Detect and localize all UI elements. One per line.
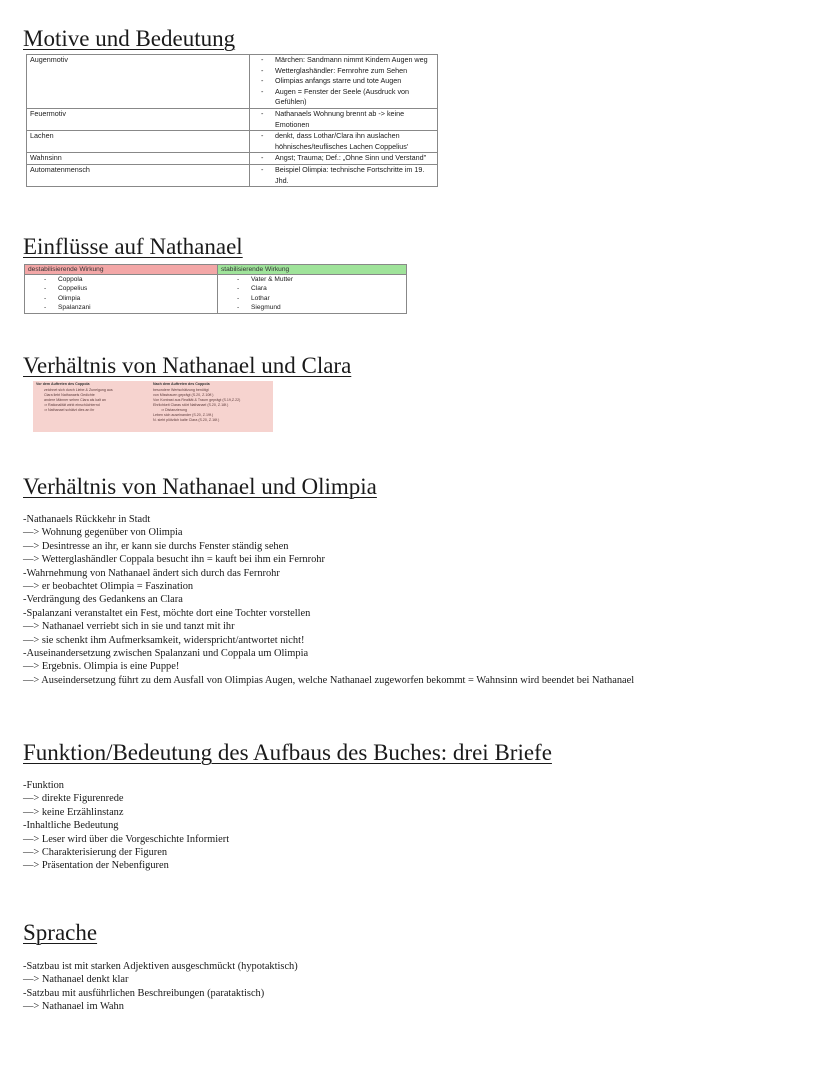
text-line: —> keine Erzählinstanz	[23, 806, 124, 818]
list-item: - Siegmund	[251, 303, 403, 312]
text-line: -Inhaltliche Bedeutung	[23, 820, 119, 832]
list-item: - Olimpia	[58, 294, 214, 303]
heading-aufbau: Funktion/Bedeutung des Aufbaus des Buches: drei Briefe	[23, 740, 552, 765]
clara-right-column	[153, 382, 271, 423]
list-item: - Märchen: Sandmann nimmt Kindern Augen weg	[275, 55, 434, 66]
text-line: —> Ergebnis. Olimpia is eine Puppe!	[23, 661, 180, 673]
sprache-notes	[23, 960, 298, 1014]
list-item: - denkt, dass Lothar/Clara ihn auslachen höhnisches/teuflisches Lachen Coppelius'	[275, 131, 434, 152]
motive-name: Feuermotiv	[27, 108, 250, 130]
text-line: —> Präsentation der Nebenfiguren	[23, 860, 169, 872]
list-item: - Coppelius	[58, 284, 214, 293]
motive-name: Automatenmensch	[27, 164, 250, 186]
list-item: - Lothar	[251, 294, 403, 303]
table-row	[27, 131, 438, 153]
list-item: - Nathanaels Wohnung brennt ab -> keine Emotionen	[275, 109, 434, 130]
olimpia-notes	[23, 513, 634, 687]
text-line: —> er beobachtet Olimpia = Faszination	[23, 581, 194, 593]
text-line: —> Wetterglashändler Coppala besucht ihn = kauft bei ihm ein Fernrohr	[23, 554, 325, 566]
list-item: von Misstrauen geprägt (S.20, Z.10ff.)	[153, 393, 214, 397]
list-item: - Clara	[251, 284, 403, 293]
table-row	[27, 108, 438, 130]
heading-einfluesse: Einflüsse auf Nathanael	[23, 234, 243, 259]
text-line: -Satzbau mit ausführlichen Beschreibungen (parataktisch)	[23, 987, 265, 999]
text-line: —> sie schenkt ihm Aufmerksamkeit, widerspricht/antwortet nicht!	[23, 634, 305, 646]
table-header-row	[25, 265, 407, 275]
text-line: -Nathanaels Rückkehr in Stadt	[23, 514, 151, 525]
list-item: ⇒ Rationalität wirkt einschüchternd	[44, 403, 100, 407]
motive-name: Augenmotiv	[27, 55, 250, 109]
text-line: -Auseinandersetzung zwischen Spalanzani und Coppala um Olimpia	[23, 648, 309, 660]
text-line: —> Nathanael verriebt sich in sie und tanzt mit ihr	[23, 621, 235, 633]
list-item: - Vater & Mutter	[251, 275, 403, 284]
motive-name: Wahnsinn	[27, 153, 250, 165]
text-line: —> Nathanael denkt klar	[23, 974, 129, 986]
list-item: zeichnet sich durch Liebe & Zuneigung aus	[44, 388, 113, 392]
list-item: Von Kontrast aus Realität & Traum geprägt (S.19,Z.22)	[153, 398, 241, 402]
list-item: Ehrlichkeit Claras stört Nathanael (S.20, Z.18f.)	[153, 403, 229, 407]
list-item: besondere Wertschätzung benötigt	[153, 388, 209, 392]
list-item: Clara liebt Nathanaels Gedichte	[44, 393, 95, 397]
motive-table	[26, 54, 438, 187]
table-row	[27, 164, 438, 186]
table-row	[25, 275, 407, 314]
list-item: - Olimpias anfangs starre und tote Augen	[275, 76, 434, 87]
text-line: -Spalanzani veranstaltet ein Fest, möchte dort eine Tochter vorstellen	[23, 607, 311, 619]
list-item: ⇒ Distanzierung	[161, 408, 187, 412]
text-line: —> Desintresse an ihr, er kann sie durchs Fenster ständig sehen	[23, 540, 289, 552]
text-line: —> Wohnung gegenüber von Olimpia	[23, 527, 183, 539]
list-item: - Wetterglashändler: Fernrohre zum Sehen	[275, 66, 434, 77]
motive-name: Lachen	[27, 131, 250, 153]
list-item: andere Männer sehen Clara als kalt an	[44, 398, 106, 402]
pos-header: stabilisierende Wirkung	[218, 265, 407, 275]
list-item: ⇒ Nathanael schätzt dies an ihr	[44, 408, 95, 412]
list-item: - Beispiel Olimpia: technische Fortschritte im 19. Jhd.	[275, 165, 434, 186]
einfluesse-table	[24, 264, 407, 314]
text-line: —> direkte Figurenrede	[23, 793, 124, 805]
list-item: - Spalanzani	[58, 303, 214, 312]
list-item: Leben sich auseinander (S.20, Z.19f.)	[153, 413, 214, 417]
text-line: —> Nathanael im Wahn	[23, 1001, 124, 1013]
heading-motive: Motive und Bedeutung	[23, 26, 236, 51]
clara-table-image	[33, 381, 273, 432]
text-line: —> Charakterisierung der Figuren	[23, 847, 168, 859]
list-item: - Coppola	[58, 275, 214, 284]
list-item: - Augen = Fenster der Seele (Ausdruck von Gefühlen)	[275, 87, 434, 108]
text-line: -Satzbau ist mit starken Adjektiven ausgeschmückt (hypotaktisch)	[23, 961, 298, 972]
table-row	[27, 153, 438, 165]
table-row	[27, 55, 438, 109]
text-line: -Wahrnehmung von Nathanael ändert sich durch das Fernrohr	[23, 567, 280, 579]
text-line: —> Leser wird über die Vorgeschichte Informiert	[23, 833, 230, 845]
clara-left-header: Vor dem Auftreten des Coppola	[36, 382, 90, 386]
heading-clara: Verhältnis von Nathanael und Clara	[23, 353, 352, 378]
heading-olimpia: Verhältnis von Nathanael und Olimpia	[23, 474, 377, 499]
text-line: —> Auseindersetzung führt zu dem Ausfall von Olimpias Augen, welche Nathanael zugeworfen bekommt = Wahnsinn wird beendet bei Nathanael	[23, 674, 635, 686]
list-item: - Angst; Trauma; Def.: „Ohne Sinn und Verstand"	[275, 153, 434, 164]
aufbau-notes	[23, 779, 229, 873]
text-line: -Verdrängung des Gedankens an Clara	[23, 594, 183, 606]
heading-sprache: Sprache	[23, 920, 98, 945]
clara-right-header: Nach dem Auftreten des Coppola	[153, 382, 210, 386]
neg-header: destabilisierende Wirkung	[25, 265, 218, 275]
text-line: -Funktion	[23, 780, 64, 791]
clara-left-column	[36, 382, 148, 413]
list-item: N. sieht plötzlich kalte Clara (S.20, Z.16f.)	[153, 418, 220, 422]
